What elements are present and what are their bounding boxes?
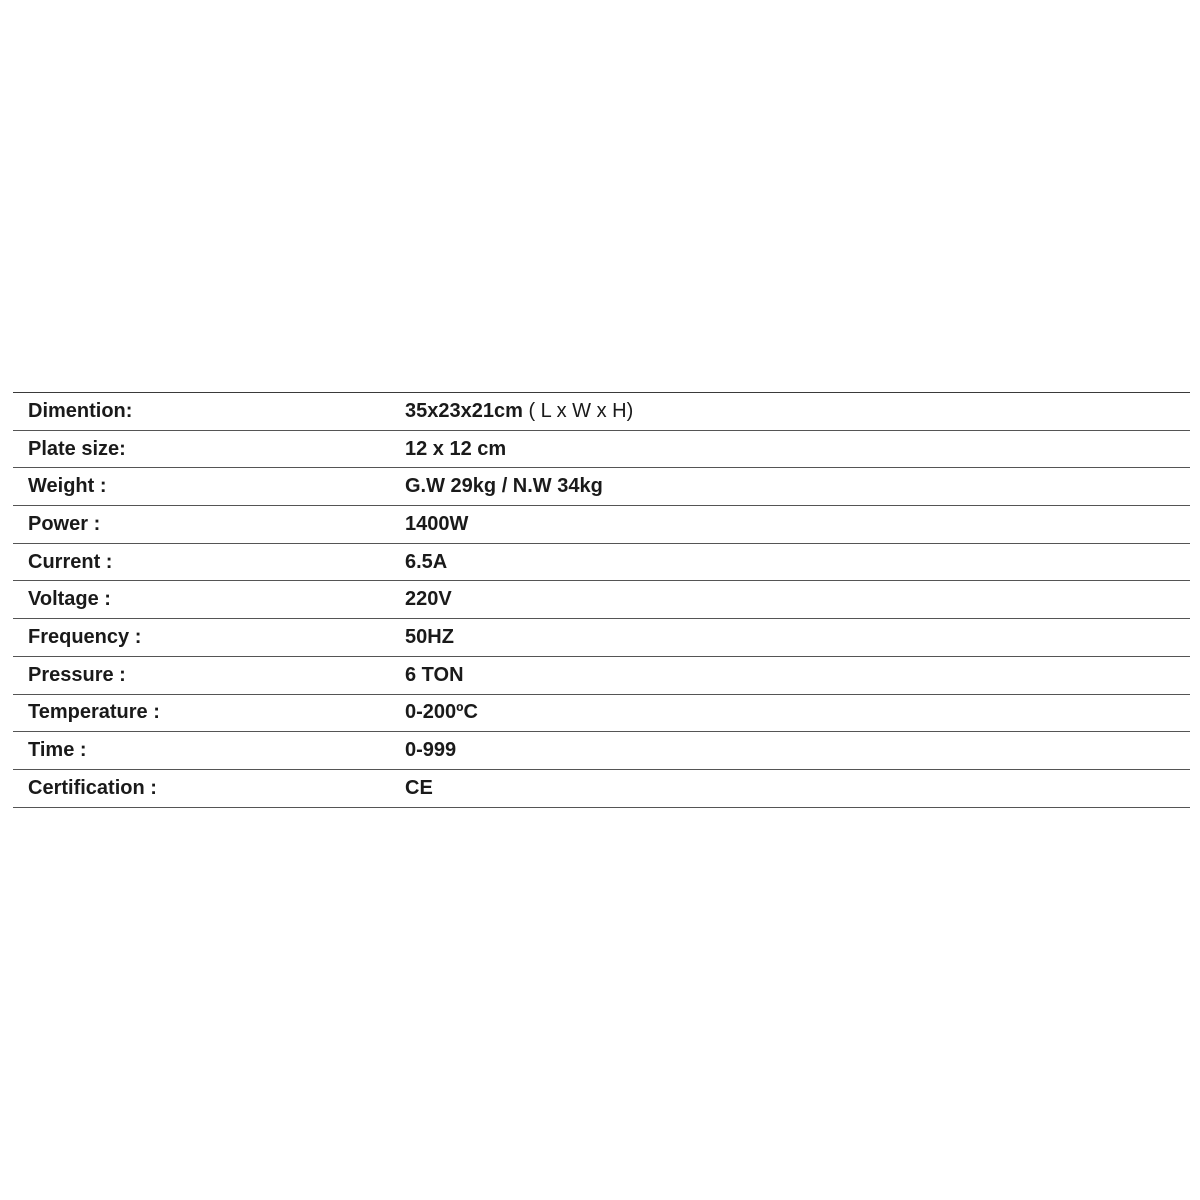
- spec-label: Dimention:: [28, 399, 133, 422]
- spec-row-frequency: [13, 619, 1190, 657]
- spec-value: 0-999: [405, 739, 457, 762]
- spec-label: Weight :: [28, 475, 107, 498]
- spec-value-note: ( L x W x H): [522, 399, 634, 422]
- spec-value: G.W 29kg / N.W 34kg: [405, 475, 603, 498]
- spec-label: Certification :: [28, 776, 157, 799]
- spec-value: 12 x 12 cm: [405, 437, 507, 460]
- spec-row-time: [13, 732, 1190, 770]
- spec-value: 50HZ: [405, 625, 454, 648]
- spec-row-pressure: [13, 656, 1190, 694]
- spec-row-dimension: [13, 393, 1190, 431]
- spec-value: 0-200ºC: [405, 701, 478, 724]
- spec-label: Voltage :: [28, 588, 111, 611]
- spec-value: 1400W: [405, 512, 469, 535]
- spec-table: [13, 392, 1190, 808]
- spec-value: 220V: [405, 588, 452, 611]
- spec-row-voltage: [13, 581, 1190, 619]
- spec-table-body: [13, 393, 1190, 808]
- spec-value: CE: [405, 776, 433, 799]
- spec-label: Time :: [28, 739, 87, 762]
- spec-label: Plate size:: [28, 437, 126, 460]
- spec-value: 35x23x21cm: [405, 399, 523, 422]
- spec-row-certification: [13, 769, 1190, 807]
- spec-row-weight: [13, 468, 1190, 506]
- spec-label: Frequency :: [28, 625, 142, 648]
- spec-value: 6.5A: [405, 550, 448, 573]
- spec-row-power: [13, 506, 1190, 544]
- spec-label: Current :: [28, 550, 113, 573]
- spec-label: Pressure :: [28, 663, 126, 686]
- spec-row-plate-size: [13, 430, 1190, 468]
- spec-value: 6 TON: [405, 663, 464, 686]
- spec-row-temperature: [13, 694, 1190, 732]
- spec-label: Temperature :: [28, 701, 160, 724]
- spec-row-current: [13, 543, 1190, 581]
- spec-label: Power :: [28, 512, 101, 535]
- spec-value-cell: [405, 393, 1190, 431]
